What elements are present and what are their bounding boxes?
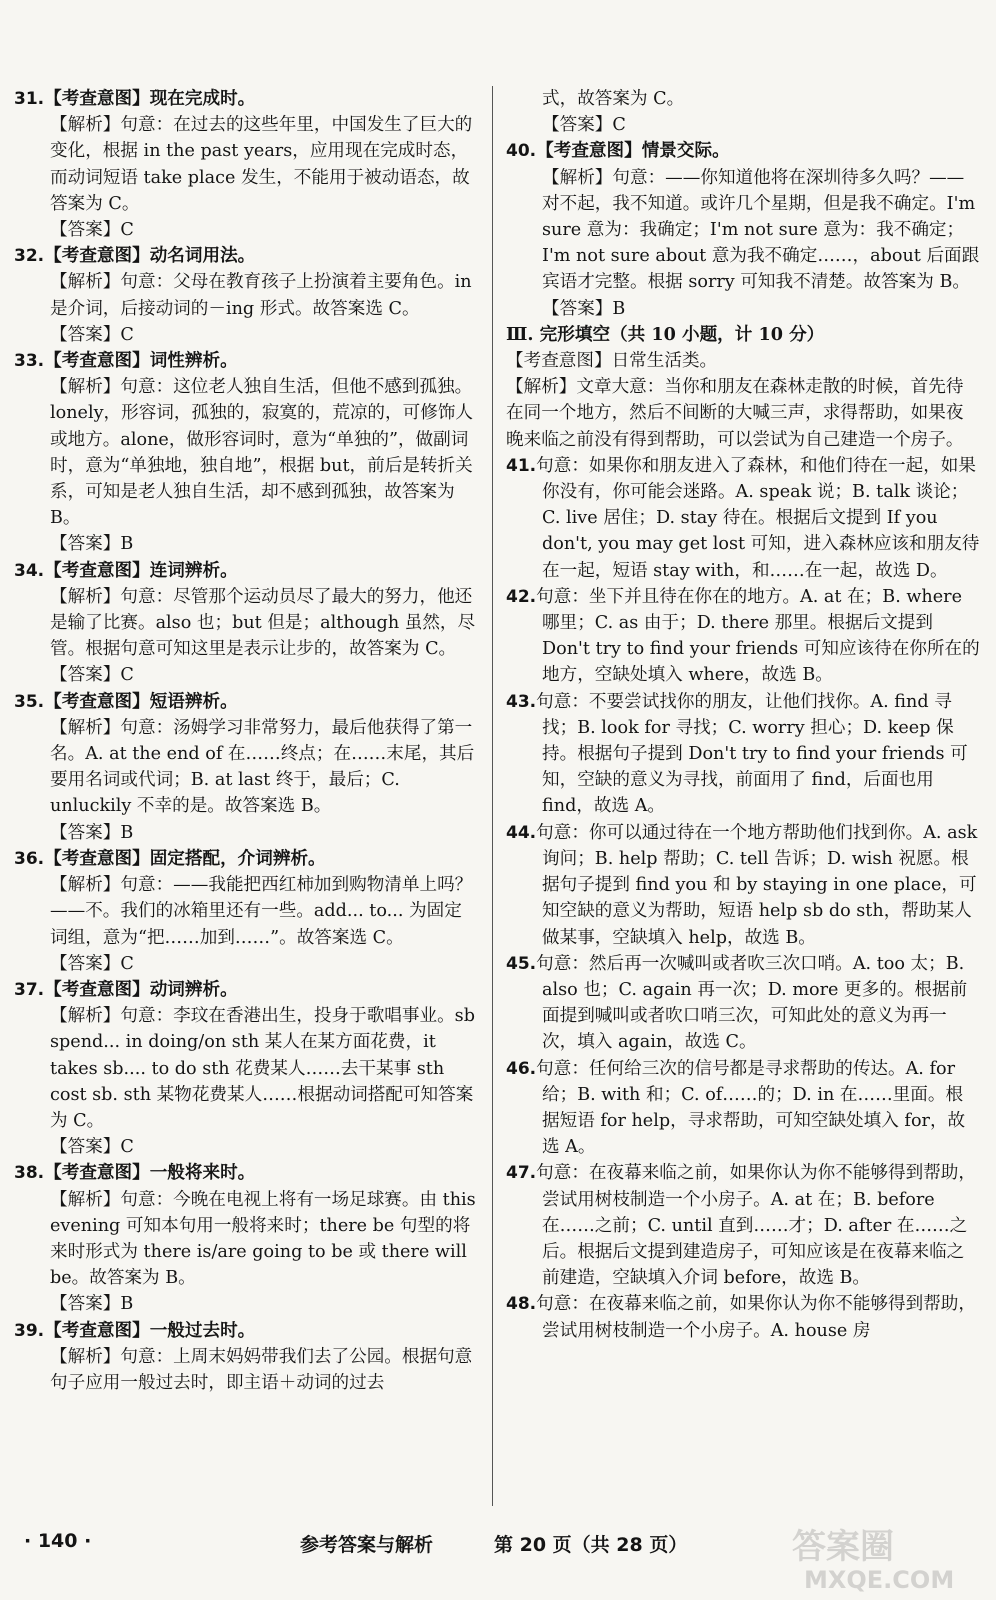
column-divider <box>492 86 493 1506</box>
question-intent: 【考查意图】动词辨析。 <box>44 978 238 1000</box>
question-answer: 【答案】B <box>50 1294 134 1315</box>
question-intent: 【考查意图】一般过去时。 <box>44 1319 256 1341</box>
question-number: 38. <box>14 1163 45 1184</box>
section-analysis: 【解析】文章大意：当你和朋友在森林走散的时候，首先待在同一个地方，然后不间断的大喊三声，求得帮助，如果夜晚来临之前没有得到帮助，可以尝试为自己建造一个房子。 <box>506 377 964 450</box>
question-number: 42. <box>506 586 537 607</box>
question-42 <box>506 584 980 689</box>
question-text: 句意：如果你和朋友进入了森林，和他们待在一起，如果你没有，你可能会迷路。A. speak 说；B. talk 谈论；C. live 居住；D. stay 待在。根据后文提到 If you don't, you may get lost 可知，进入森林应该和朋友待在一起，短语 stay with，和……在一起，故选 D。 <box>536 455 980 581</box>
question-number: 41. <box>506 455 537 476</box>
question-intent: 【考查意图】情景交际。 <box>536 140 730 162</box>
right-column <box>506 86 980 1344</box>
question-number: 39. <box>14 1320 45 1341</box>
question-number: 46. <box>506 1058 537 1079</box>
question-intent: 【考查意图】固定搭配，介词辨析。 <box>44 847 326 869</box>
question-analysis: 【解析】句意：尽管那个运动员尽了最大的努力，他还是输了比赛。also 也；but 但是；although 虽然，尽管。根据句意可知这里是表示让步的，故答案为 C。 <box>50 586 476 660</box>
question-analysis: 【解析】句意：上周末妈妈带我们去了公园。根据句意句子应用一般过去时，即主语＋动词的过去 <box>50 1346 473 1393</box>
question-34 <box>14 558 476 689</box>
question-analysis: 【解析】句意：——我能把西红柿加到购物清单上吗？——不。我们的冰箱里还有一些。add... to... 为固定词组，意为“把……加到……”。故答案选 C。 <box>50 875 473 948</box>
question-text: 句意：在夜幕来临之前，如果你认为你不能够得到帮助，尝试用树枝制造一个小房子。A. house 房 <box>536 1294 976 1341</box>
question-36 <box>14 846 476 977</box>
question-analysis: 【解析】句意：父母在教育孩子上扮演着主要角色。in 是介词，后接动词的－ing 形式。故答案选 C。 <box>50 272 472 319</box>
question-47 <box>506 1160 980 1291</box>
question-number: 35. <box>14 691 45 712</box>
question-38 <box>14 1160 476 1317</box>
question-number: 37. <box>14 979 45 1000</box>
question-44 <box>506 820 980 951</box>
question-41 <box>506 453 980 584</box>
question-number: 33. <box>14 351 45 372</box>
question-number: 31. <box>14 89 45 109</box>
question-46 <box>506 1056 980 1161</box>
question-number: 40. <box>506 141 537 162</box>
question-answer: 【答案】C <box>50 953 134 974</box>
question-text: 句意：然后再一次喊叫或者吹三次口哨。A. too 太；B. also 也；C. again 再一次；D. more 更多的。根据前面提到喊叫或者吹口哨三次，可知此处的意义为再一次，填入 again，故选 C。 <box>536 953 968 1053</box>
section-intent: 【考查意图】日常生活类。 <box>506 351 718 372</box>
question-analysis: 【解析】句意：——你知道他将在深圳待多久吗？——对不起，我不知道。或许几个星期，但是我不确定。I'm sure 意为：我确定；I'm not sure 意为：我不确定；I'm not sure about 意为我不确定……，about 后面跟宾语才完整。根据 sorry 可知我不清楚。故答案为 B。 <box>542 167 980 293</box>
question-39-continuation: 式，故答案为 C。 <box>542 89 685 109</box>
footer-page-info: 第 20 页（共 28 页） <box>494 1534 688 1556</box>
question-number: 36. <box>14 848 45 869</box>
question-43 <box>506 689 980 820</box>
question-35 <box>14 689 476 846</box>
question-33 <box>14 348 476 558</box>
question-answer: 【答案】B <box>50 822 134 843</box>
question-intent: 【考查意图】词性辨析。 <box>44 350 238 372</box>
question-text: 句意：坐下并且待在你在的地方。A. at 在；B. where 哪里；C. as 由于；D. there 那里。根据后文提到 Don't try to find your friends 可知应该待在你所在的地方，空缺处填入 where，故选 B。 <box>536 586 980 686</box>
question-text: 句意：不要尝试找你的朋友，让他们找你。A. find 寻找；B. look for 寻找；C. worry 担心；D. keep 保持。根据句子提到 Don't try to find your friends 可知，空缺的意义为寻找，前面用了 find，后面也用 find，故选 A。 <box>536 691 968 817</box>
question-analysis: 【解析】句意：汤姆学习非常努力，最后他获得了第一名。A. at the end of 在……终点；在……末尾，其后要用名词或代词；B. at last 终于，最后；C. unluckily 不幸的是。故答案选 B。 <box>50 717 475 817</box>
question-analysis: 【解析】句意：这位老人独自生活，但他不感到孤独。lonely，形容词，孤独的，寂寞的，荒凉的，可修饰人或地方。alone，做形容词时，意为“单独的”，做副词时，意为“单独地，独自地”，根据 but，前后是转折关系，可知是老人独自生活，却不感到孤独，故答案为 B。 <box>50 377 473 529</box>
watermark-text: 答案圈 <box>792 1527 894 1567</box>
question-intent: 【考查意图】动名词用法。 <box>44 245 256 267</box>
question-40 <box>506 138 980 321</box>
question-analysis: 【解析】句意：在过去的这些年里，中国发生了巨大的变化，根据 in the past years，应用现在完成时态，而动词短语 take place 发生，不能用于被动语态，故答案为 C。 <box>50 115 473 214</box>
question-number: 44. <box>506 822 537 843</box>
question-text: 句意：在夜幕来临之前，如果你认为你不能够得到帮助，尝试用树枝制造一个小房子。A. at 在；B. before 在……之前；C. until 直到……才；D. after 在……之后。根据后文提到建造房子，可知应该是在夜幕来临之前建造，空缺填入介词 before，故选 B。 <box>536 1163 976 1289</box>
question-number: 48. <box>506 1294 537 1315</box>
question-intent: 【考查意图】现在完成时。 <box>44 88 256 109</box>
question-48 <box>506 1291 980 1343</box>
question-intent: 【考查意图】短语辨析。 <box>44 690 238 712</box>
footer-title: 参考答案与解析 <box>300 1534 434 1556</box>
question-text: 句意：你可以通过待在一个地方帮助他们找到你。A. ask 询问；B. help 帮助；C. tell 告诉；D. wish 祝愿。根据句子提到 find you 和 by staying in one place，可知空缺的意义为帮助，短语 help sb do sth，帮助某人做某事，空缺填入 help，故选 B。 <box>536 822 978 948</box>
question-answer: 【答案】C <box>50 1137 134 1158</box>
question-number: 45. <box>506 953 537 974</box>
question-analysis: 【解析】句意：今晚在电视上将有一场足球赛。由 this evening 可知本句用一般将来时；there be 句型的将来时形式为 there is/are going to be 或 there will be。故答案为 B。 <box>50 1189 476 1289</box>
question-analysis: 【解析】句意：李玟在香港出生，投身于歌唱事业。sb spend... in doing/on sth 某人在某方面花费，it takes sb.... to do sth 花费某人……去干某事 sth cost sb. sth 某物花费某人……根据动词搭配可知答案为 C。 <box>50 1006 475 1131</box>
watermark-url: MXQE.COM <box>804 1566 955 1594</box>
page-number: · 140 · <box>24 1530 92 1552</box>
question-text: 句意：任何给三次的信号都是寻求帮助的传达。A. for 给；B. with 和；C. of……的；D. in 在……里面。根据短语 for help，寻求帮助，可知空缺处填入 for，故选 A。 <box>536 1058 966 1158</box>
question-number: 32. <box>14 246 45 267</box>
watermark-logo <box>786 1518 976 1596</box>
question-39-answer: 【答案】C <box>542 115 626 136</box>
question-answer: 【答案】C <box>50 324 134 345</box>
section-title: Ⅲ. 完形填空（共 10 小题，计 10 分） <box>506 323 825 345</box>
question-39 <box>14 1318 476 1397</box>
question-number: 43. <box>506 691 537 712</box>
question-answer: 【答案】B <box>542 298 626 319</box>
question-31 <box>14 86 476 243</box>
question-32 <box>14 243 476 348</box>
question-37 <box>14 977 476 1160</box>
question-answer: 【答案】C <box>50 665 134 686</box>
question-intent: 【考查意图】一般将来时。 <box>44 1162 256 1184</box>
question-number: 47. <box>506 1163 537 1184</box>
left-column <box>14 86 476 1396</box>
question-answer: 【答案】C <box>50 220 134 241</box>
question-45 <box>506 951 980 1056</box>
question-intent: 【考查意图】连词辨析。 <box>44 559 238 581</box>
question-answer: 【答案】B <box>50 534 134 555</box>
question-number: 34. <box>14 560 45 581</box>
